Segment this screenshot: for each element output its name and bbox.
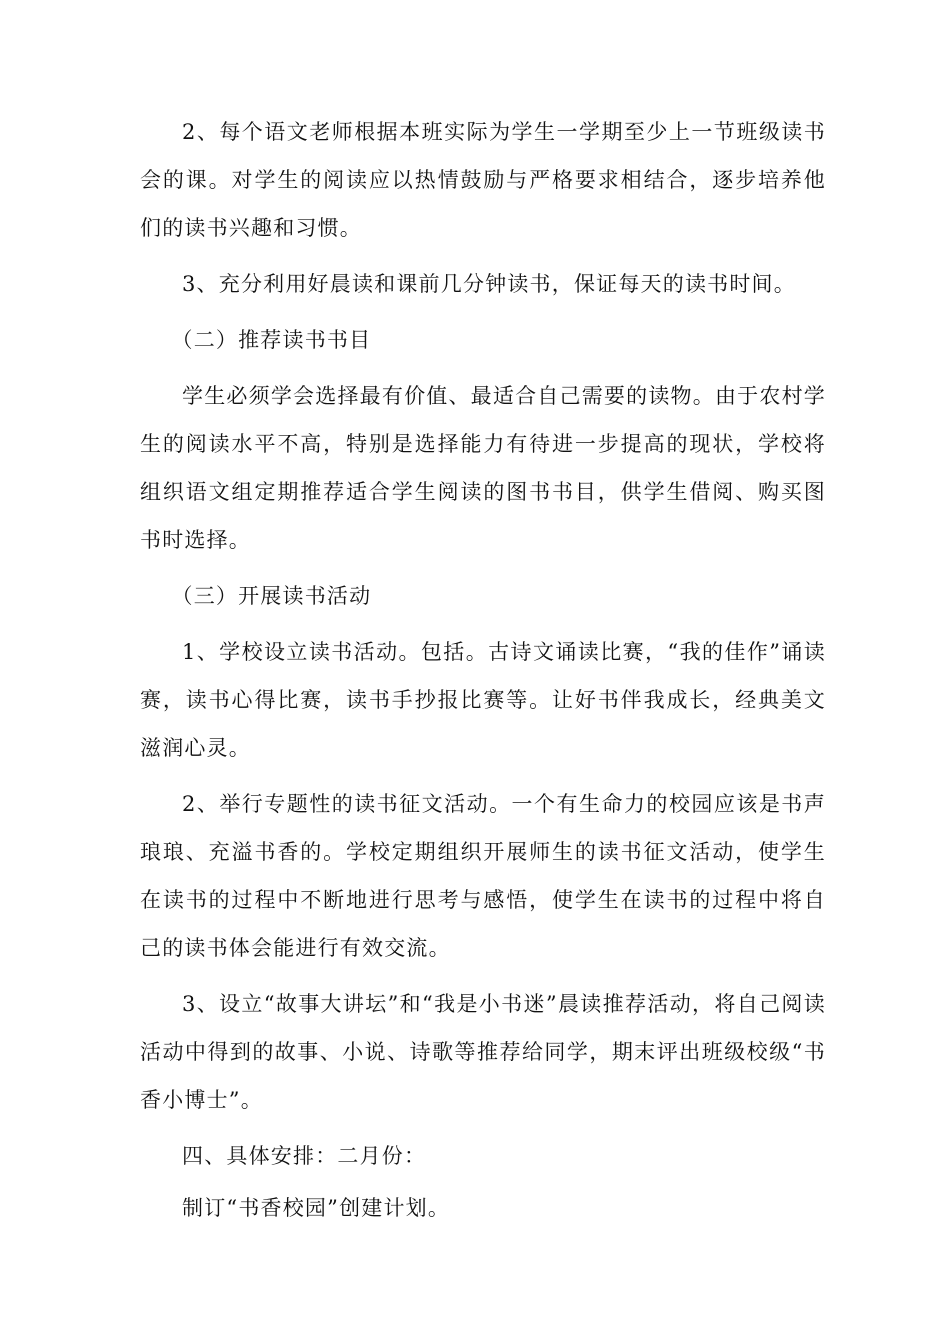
section-heading-recommended-books: （二）推荐读书书目 (171, 328, 372, 352)
paragraph-activity-1: 1、学校设立读书活动。包括。古诗文诵读比赛，“我的佳作”诵读赛，读书心得比赛，读书手抄报比赛等。让好书伴我成长，经典美文滋润心灵。 (140, 640, 826, 760)
paragraph-recommended-books: 学生必须学会选择最有价值、最适合自己需要的读物。由于农村学生的阅读水平不高，特别是选择能力有待进一步提高的现状，学校将组织语文组定期推荐适合学生阅读的图书书目，供学生借阅、购买图书时选择。 (140, 384, 826, 552)
document-body (140, 108, 826, 1240)
paragraph-schedule-february: 制订“书香校园”创建计划。 (182, 1196, 451, 1220)
section-heading-schedule: 四、具体安排：二月份： (182, 1144, 427, 1168)
paragraph-activity-3: 3、设立“故事大讲坛”和“我是小书迷”晨读推荐活动，将自己阅读活动中得到的故事、小说、诗歌等推荐给同学，期末评出班级校级“书香小博士”。 (140, 992, 826, 1112)
paragraph-activity-2: 2、举行专题性的读书征文活动。一个有生命力的校园应该是书声琅琅、充溢书香的。学校定期组织开展师生的读书征文活动，使学生在读书的过程中不断地进行思考与感悟，使学生在读书的过程中将自己的读书体会能进行有效交流。 (140, 792, 826, 960)
paragraph-item-2-reading-class: 2、每个语文老师根据本班实际为学生一学期至少上一节班级读书会的课。对学生的阅读应以热情鼓励与严格要求相结合，逐步培养他们的读书兴趣和习惯。 (140, 120, 826, 240)
paragraph-item-3-morning-reading: 3、充分利用好晨读和课前几分钟读书，保证每天的读书时间。 (182, 272, 796, 296)
section-heading-reading-activities: （三）开展读书活动 (171, 584, 372, 608)
